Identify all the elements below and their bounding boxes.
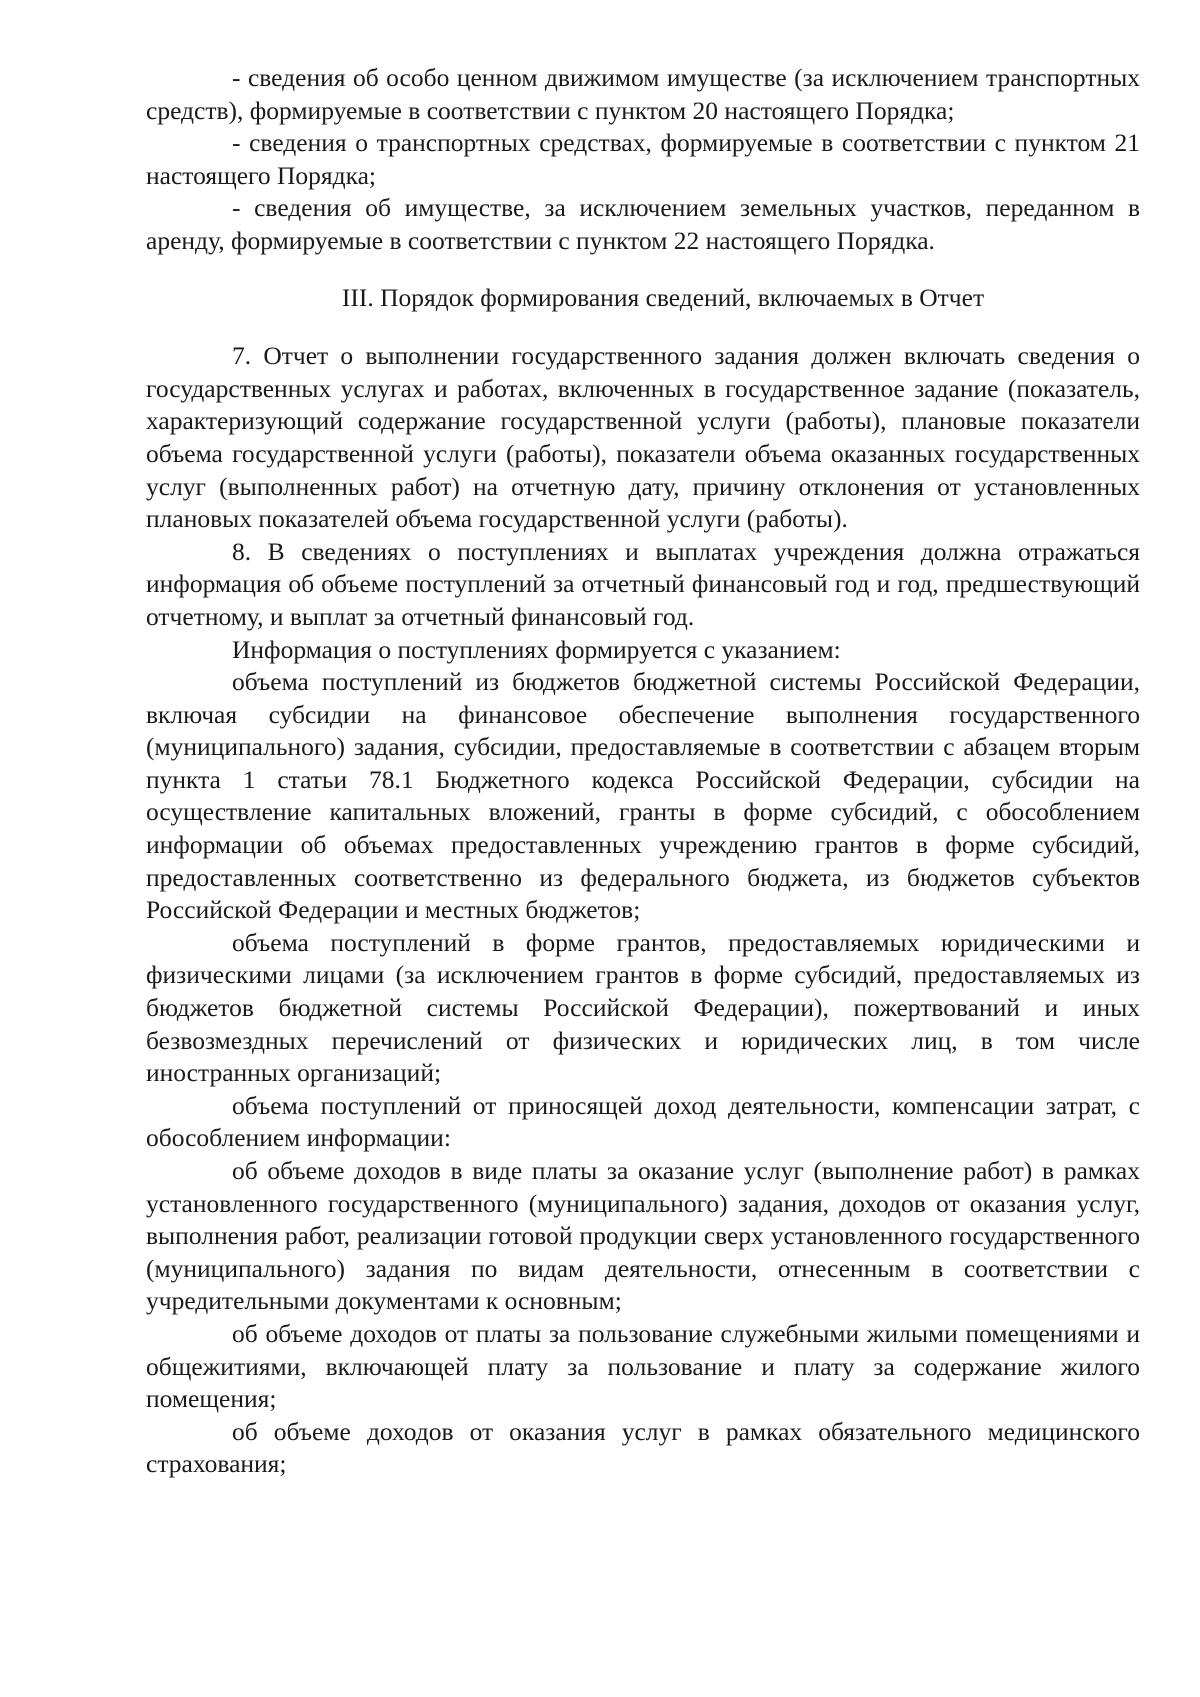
list-item: - сведения об особо ценном движимом имуществе (за исключением транспортных средств), формируемые в соответствии с пунктом 20 настоящего Порядка;: [146, 63, 1140, 125]
paragraph: Информация о поступлениях формируется с указанием:: [232, 634, 841, 664]
paragraph: 8. В сведениях о поступлениях и выплатах учреждения должна отражаться информация об объеме поступлений за отчетный финансовый год и год, предшествующий отчетному, и выплат за отчетный финансовый год.: [146, 536, 1140, 631]
paragraph: об объеме доходов от оказания услуг в рамках обязательного медицинского страхования;: [146, 1416, 1140, 1479]
list-item: - сведения об имуществе, за исключением земельных участков, переданном в аренду, формируемые в соответствии с пунктом 22 настоящего Порядка.: [146, 193, 1140, 255]
paragraph: объема поступлений из бюджетов бюджетной системы Российской Федерации, включая субсидии на финансовое обеспечение выполнения государственного (муниципального) задания, субсидии, предоставляемые в соответствии с абзацем вторым пункта 1 статьи 78.1 Бюджетного кодекса Российской Федерации, субсидии на осуществление капитальных вложений, гранты в форме субсидий, с обособлением информации об объемах предоставленных учреждению грантов в форме субсидий, предоставленных соответственно из федерального бюджета, из бюджетов субъектов Российской Федерации и местных бюджетов;: [146, 667, 1140, 925]
paragraph: 7. Отчет о выполнении государственного задания должен включать сведения о государственных услугах и работах, включенных в государственное задание (показатель, характеризующий содержание государственной услуги (работы), плановые показатели объема государственной услуги (работы), показатели объема оказанных государственных услуг (выполненных работ) на отчетную дату, причину отклонения от установленных плановых показателей объема государственной услуги (работы).: [146, 341, 1140, 534]
list-item: - сведения о транспортных средствах, формируемые в соответствии с пунктом 21 настоящего Порядка;: [146, 128, 1140, 190]
paragraph: объема поступлений в форме грантов, предоставляемых юридическими и физическими лицами (за исключением грантов в форме субсидий, предоставляемых из бюджетов бюджетной системы Российской Федерации), пожертвований и иных безвозмездных перечислений от физических и юридических лиц, в том числе иностранных организаций;: [146, 927, 1140, 1088]
paragraph: объема поступлений от приносящей доход деятельности, компенсации затрат, с обособлением информации:: [146, 1090, 1140, 1153]
paragraph: об объеме доходов в виде платы за оказание услуг (выполнение работ) в рамках установленного государственного (муниципального) задания, доходов от оказания услуг, выполнения работ, реализации готовой продукции сверх установленного государственного (муниципального) задания по видам деятельности, отнесенным в соответствии с учредительными документами к основным;: [146, 1156, 1140, 1316]
paragraph: об объеме доходов от платы за пользование служебными жилыми помещениями и общежитиями, включающей плату за пользование и плату за содержание жилого помещения;: [146, 1318, 1140, 1414]
document-page: [146, 62, 1140, 1481]
section-heading: III. Порядок формирования сведений, включаемых в Отчет: [341, 282, 985, 312]
